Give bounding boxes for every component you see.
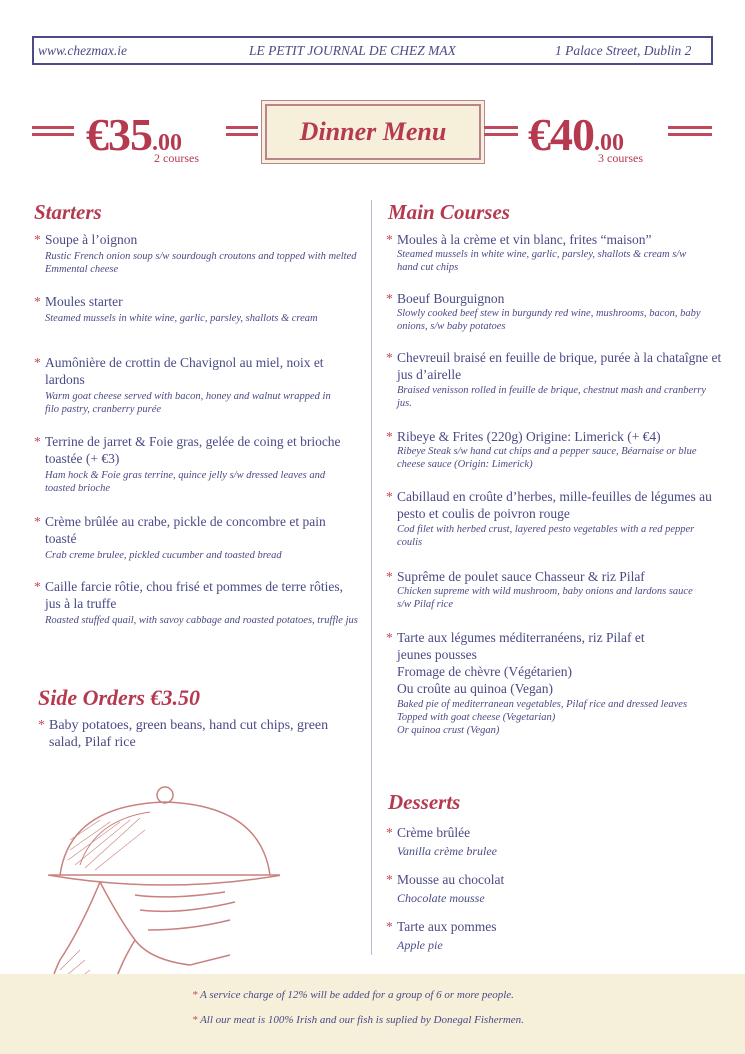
dish-description: Cod filet with herbed crust, layered pesto vegetables with a red pepper coulis (397, 524, 695, 548)
header-left-cap (32, 36, 34, 65)
starter-item (34, 293, 364, 325)
right-rule-1 (484, 126, 518, 129)
dish-description: Braised venisson rolled in feuille de brique, chestnut mash and cranberry jus. (397, 385, 707, 409)
starter-item (34, 513, 334, 562)
menu-title-box (265, 104, 481, 160)
left-rule-2 (32, 133, 74, 136)
header-right-cap (711, 36, 713, 65)
starter-item (34, 433, 344, 495)
dish-description: Vanilla crème brulee (397, 844, 497, 858)
dish-description: Steamed mussels in white wine, garlic, parsley, shallots & cream (45, 313, 318, 324)
dish-name: * Tarte aux pommes (386, 918, 716, 935)
left-rule-4 (226, 133, 258, 136)
dish-name: * Ribeye & Frites (220g) Origine: Limerick (+ €4) (386, 428, 726, 445)
dish-name: * Aumônière de crottin de Chavignol au miel, noix et lardons (34, 354, 344, 388)
dish-description: Slowly cooked beef stew in burgundy red wine, mushrooms, bacon, baby onions, s/w baby potatoes (397, 308, 701, 332)
main-item (386, 568, 716, 611)
side-orders-title: Side Orders €3.50 (38, 685, 200, 710)
dessert-item (386, 918, 716, 953)
main-item (386, 629, 721, 737)
main-item (386, 231, 706, 274)
right-rule-2 (484, 133, 518, 136)
dish-description: Roasted stuffed quail, with savoy cabbage and roasted potatoes, truffle jus (45, 615, 358, 626)
starters-title: Starters (34, 200, 102, 224)
dish-description: Chocolate mousse (397, 891, 485, 905)
dish-description: Apple pie (397, 938, 443, 952)
dish-description: Warm goat cheese served with bacon, honey and walnut wrapped in filo pastry, cranberry purée (45, 391, 331, 415)
dish-description: Ribeye Steak s/w hand cut chips and a pepper sauce, Béarnaise or blue cheese sauce (Origin: Limerick) (397, 446, 697, 470)
address: 1 Palace Street, Dublin 2 (555, 43, 692, 58)
dish-description: Crab creme brulee, pickled cucumber and toasted bread (45, 550, 282, 561)
dish-name: * Terrine de jarret & Foie gras, gelée de coing et brioche toastée (+ €3) (34, 433, 344, 467)
right-rule-4 (668, 133, 712, 136)
dish-name: * Caille farcie rôtie, chou frisé et pommes de terre rôties, jus à la truffe (34, 578, 359, 612)
dish-description: Rustic French onion soup s/w sourdough croutons and topped with melted Emmental cheese (45, 251, 357, 275)
footer-service-charge: * A service charge of 12% will be added for a group of 6 or more people. (192, 989, 514, 1001)
dish-description: Baked pie of mediterranean vegetables, Pilaf rice and dressed leaves (397, 699, 688, 710)
dessert-item (386, 871, 716, 906)
dish-name: * Cabillaud en croûte d’herbes, mille-feuilles de légumes au pesto et coulis de poivron rouge (386, 488, 716, 522)
dish-description: Ham hock & Foie gras terrine, quince jelly s/w dressed leaves and toasted brioche (45, 470, 326, 494)
footer-sourcing-note: * All our meat is 100% Irish and our fish is suplied by Donegal Fishermen. (192, 1014, 524, 1026)
price-two-courses: €35.00 (86, 109, 182, 160)
dish-name: * Boeuf Bourguignon (386, 290, 716, 307)
dish-description-vegetarian: Topped with goat cheese (Vegetarian) (397, 712, 556, 723)
dish-name: * Chevreuil braisé en feuille de brique, purée à la chataîgne et jus d’airelle (386, 349, 726, 383)
dish-name: * Moules starter (34, 293, 364, 310)
main-courses-title: Main Courses (388, 200, 510, 224)
menu-title: Dinner Menu (299, 117, 447, 146)
header-top-rule (32, 36, 713, 38)
main-item (386, 290, 716, 333)
dish-option-vegan: Ou croûte au quinoa (Vegan) (397, 681, 553, 696)
dish-name: * Suprême de poulet sauce Chasseur & riz Pilaf (386, 568, 716, 585)
starter-item (34, 354, 344, 416)
dish-name: * Mousse au chocolat (386, 871, 716, 888)
side-orders-text: * Baby potatoes, green beans, hand cut chips, green salad, Pilaf rice (38, 717, 338, 751)
website-link[interactable]: www.chezmax.ie (38, 43, 127, 58)
dessert-item (386, 824, 716, 859)
dish-description-vegan: Or quinoa crust (Vegan) (397, 725, 500, 736)
dish-description: Chicken supreme with wild mushroom, baby onions and lardons sauce s/w Pilaf rice (397, 586, 693, 610)
starter-item (34, 578, 359, 627)
dish-name: * Tarte aux légumes méditerranéens, riz Pilaf et jeunes pousses (386, 629, 677, 663)
main-item (386, 488, 716, 549)
column-divider (371, 200, 372, 955)
left-rule-1 (32, 126, 74, 129)
dish-name: * Soupe à l’oignon (34, 231, 364, 248)
three-courses-note: 3 courses (598, 151, 643, 165)
dish-name: * Crème brûlée (386, 824, 716, 841)
dish-option-vegetarian: Fromage de chèvre (Végétarien) (397, 664, 573, 679)
left-rule-3 (226, 126, 258, 129)
two-courses-note: 2 courses (154, 151, 199, 165)
dish-name: * Crème brûlée au crabe, pickle de concombre et pain toasté (34, 513, 334, 547)
main-item (386, 428, 726, 471)
desserts-title: Desserts (388, 790, 461, 814)
right-rule-3 (668, 126, 712, 129)
dish-description: Steamed mussels in white wine, garlic, parsley, shallots & cream s/w hand cut chips (397, 249, 687, 273)
starter-item (34, 231, 364, 276)
dish-name: * Moules à la crème et vin blanc, frites “maison” (386, 231, 706, 248)
header-bottom-rule (32, 63, 713, 65)
journal-title: LE PETIT JOURNAL DE CHEZ MAX (249, 43, 456, 58)
side-orders-item (38, 717, 338, 751)
price-three-courses: €40.00 (528, 109, 624, 160)
main-item (386, 349, 726, 410)
